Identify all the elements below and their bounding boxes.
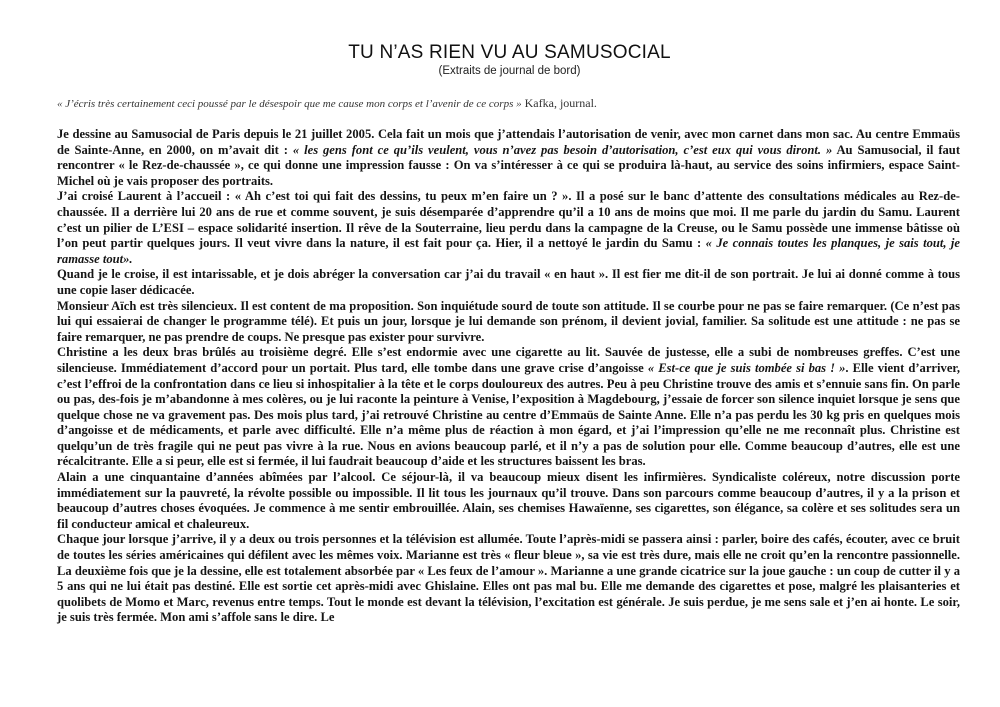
journal-paragraph [57, 345, 960, 470]
quoted-speech: « les gens font ce qu’ils veulent, vous n’avez pas besoin d’autorisation, c’est eux qui vous diront. » [292, 142, 833, 157]
document-title: TU N’AS RIEN VU AU SAMUSOCIAL [348, 42, 671, 63]
journal-body [57, 127, 960, 626]
journal-paragraph [57, 532, 960, 626]
paragraph-text: Alain a une cinquantaine d’années abîmées par l’alcool. Ce séjour-là, il va beaucoup mieux disent les infirmières. Syndicaliste coléreux, notre discussion porte immédiatement sur la pauvreté, la révolte possible ou impossible. Il lit tous les journaux qu’il trouve. Dans son parcours comme beaucoup d’autres, il y a la prison et beaucoup d’autres choses évoquées. Je commence à me sentir embrouillée. Alain, ses chemises Hawaïenne, ses cigarettes, son élégance, sa colère et ses solitudes sera un fil conducteur amical et chaleureux. [57, 470, 960, 531]
paragraph-text: Quand je le croise, il est intarissable, et je dois abréger la conversation car j’ai du travail « en haut ». Il est fier me dit-il de son portrait. Je lui ai donné comme à tous une copie laser dédicacée. [57, 267, 960, 297]
paragraph-text: Christine a les deux bras brûlés au troisième degré. Elle s’est endormie avec une cigarette au lit. Sauvée de justesse, elle a subi de nombreuses greffes. C’est une silencieuse. Immédiatement d’accord pour un portait. Plus tard, elle tombe dans une grave crise d’angoisse [57, 345, 960, 375]
paragraph-text: J’ai croisé Laurent à l’accueil : « Ah c’est toi qui fait des dessins, tu peux m’en faire un ? ». Il a posé sur le banc d’attente des consultations médicales au Rez-de-chaussée. Il a derrière lui 20 ans de rue et comme souvent, je suis désemparée d’apprendre qu’il a 10 ans de moins que moi. Il me parle du jardin du Samu. Laurent c’est un pilier de L’ESI – espace solidarité insertion. Il rêve de la Souterraine, lieu perdu dans la campagne de la Creuse, ou le Samu possède une immense bâtisse où l’on peut partir quelques jours. Il veut vivre dans la nature, il est fait pour ça. Hier, il a nettoyé le jardin du Samu : [57, 189, 960, 251]
paragraph-text: . Elle vient d’arriver, c’est l’effroi de la confrontation dans ce lieu si inhospitalier à la tête et le corps douloureux des autres. Peu à peu Christine trouve des amis et s’ennuie sans fin. On parle ou pas, des-fois je m’abandonne à mes colères, ou je lui raconte la peinture à Venise, l’exposition à Magdebourg, j’essaie de forcer son silence inquiet lorsque je sens que quelque chose ne va gravement pas. Des mois plus tard, j’ai retrouvé Christine au centre d’Emmaüs de Sainte Anne. Elle n’a pas perdu les 30 kg pris en quelques mois d’angoisse et de médicaments, et parle avec difficulté. Elle n’a même plus de réaction à mon égard, et j’ai l’impression qu’elle ne me reconnaît plus. Christine est quelqu’un de très fragile qui ne peut pas vivre à la rue. Nous en avions beaucoup parlé, et il n’y a pas de solution pour elle. Comme beaucoup d’autres, elle est une récalcitrante. Elle a si peur, elle est si fermée, il lui faudrait beaucoup d’aide et les structures baissent les bras. [57, 360, 960, 469]
paragraph-text: Au Samusocial, il faut rencontrer « le Rez-de-chaussée », ce qui donne une impression fausse : On va s’intéresser à ce qui se produira là-haut, au service des soins infirmiers, espace Saint-Michel où je vais proposer des portraits. [57, 142, 961, 188]
document-subtitle: (Extraits de journal de bord) [438, 65, 581, 77]
epigraph-quote: « J’écris très certainement ceci poussé par le désespoir que me cause mon corps et l’avenir de ce corps » [57, 98, 522, 110]
paragraph-text: Je dessine au Samusocial de Paris depuis le 21 juillet 2005. Cela fait un mois que j’attendais l’autorisation de venir, avec mon carnet dans mon sac. Au centre Emmaüs de Sainte-Anne, en 2000, on m’avait dit : [57, 127, 960, 157]
journal-paragraph [57, 267, 960, 298]
journal-paragraph [57, 299, 960, 346]
journal-paragraph [57, 127, 960, 189]
epigraph [57, 96, 962, 111]
quoted-speech: « Je connais toutes les planques, je sais tout, je ramasse tout». [57, 236, 961, 266]
paragraph-text: Monsieur Aïch est très silencieux. Il est content de ma proposition. Son inquiétude sourd de toute son attitude. Il se courbe pour ne pas se faire remarquer. (Ce n’est pas lui qui essaierai de changer le programme télé). Et puis un jour, lorsque je lui demande son prénom, il devient jovial, familier. Sa solitude est une attitude : ne pas se faire remarquer, ne pas prendre de coups. Ne presque pas exister pour survivre. [57, 298, 960, 344]
quoted-speech: « Est-ce que je suis tombée si bas ! » [647, 360, 846, 375]
journal-paragraph [57, 189, 960, 267]
paragraph-text: Chaque jour lorsque j’arrive, il y a deux ou trois personnes et la télévision est allumée. Toute l’après-midi se passera ainsi : parler, boire des cafés, écouter, avec ce bruit de toutes les séries américaines qui défilent avec les mêmes voix. Marianne est très « fleur bleue », sa vie est très dure, mais elle ne croit qu’en la rencontre passionnelle. La deuxième fois que je la dessine, elle est totalement absorbée par « Les feux de l’amour ». Marianne a une grande cicatrice sur la joue gauche : un coup de cutter il y a 5 ans qui ne lui était pas destiné. Elle est sortie cet après-midi avec Ghislaine. Elles ont pas mal bu. Elle me demande des cigarettes et pose, malgré les plaisanteries et quolibets de Momo et Marc, revenus entre temps. Tout le monde est devant la télévision, l’excitation est générale. Je suis perdue, je me sens sale et j’en ai honte. Le soir, je suis très fermée. Mon ami s’affole sans le dire. Le [57, 532, 960, 625]
epigraph-author: Kafka, journal. [521, 96, 597, 110]
journal-paragraph [57, 470, 960, 532]
